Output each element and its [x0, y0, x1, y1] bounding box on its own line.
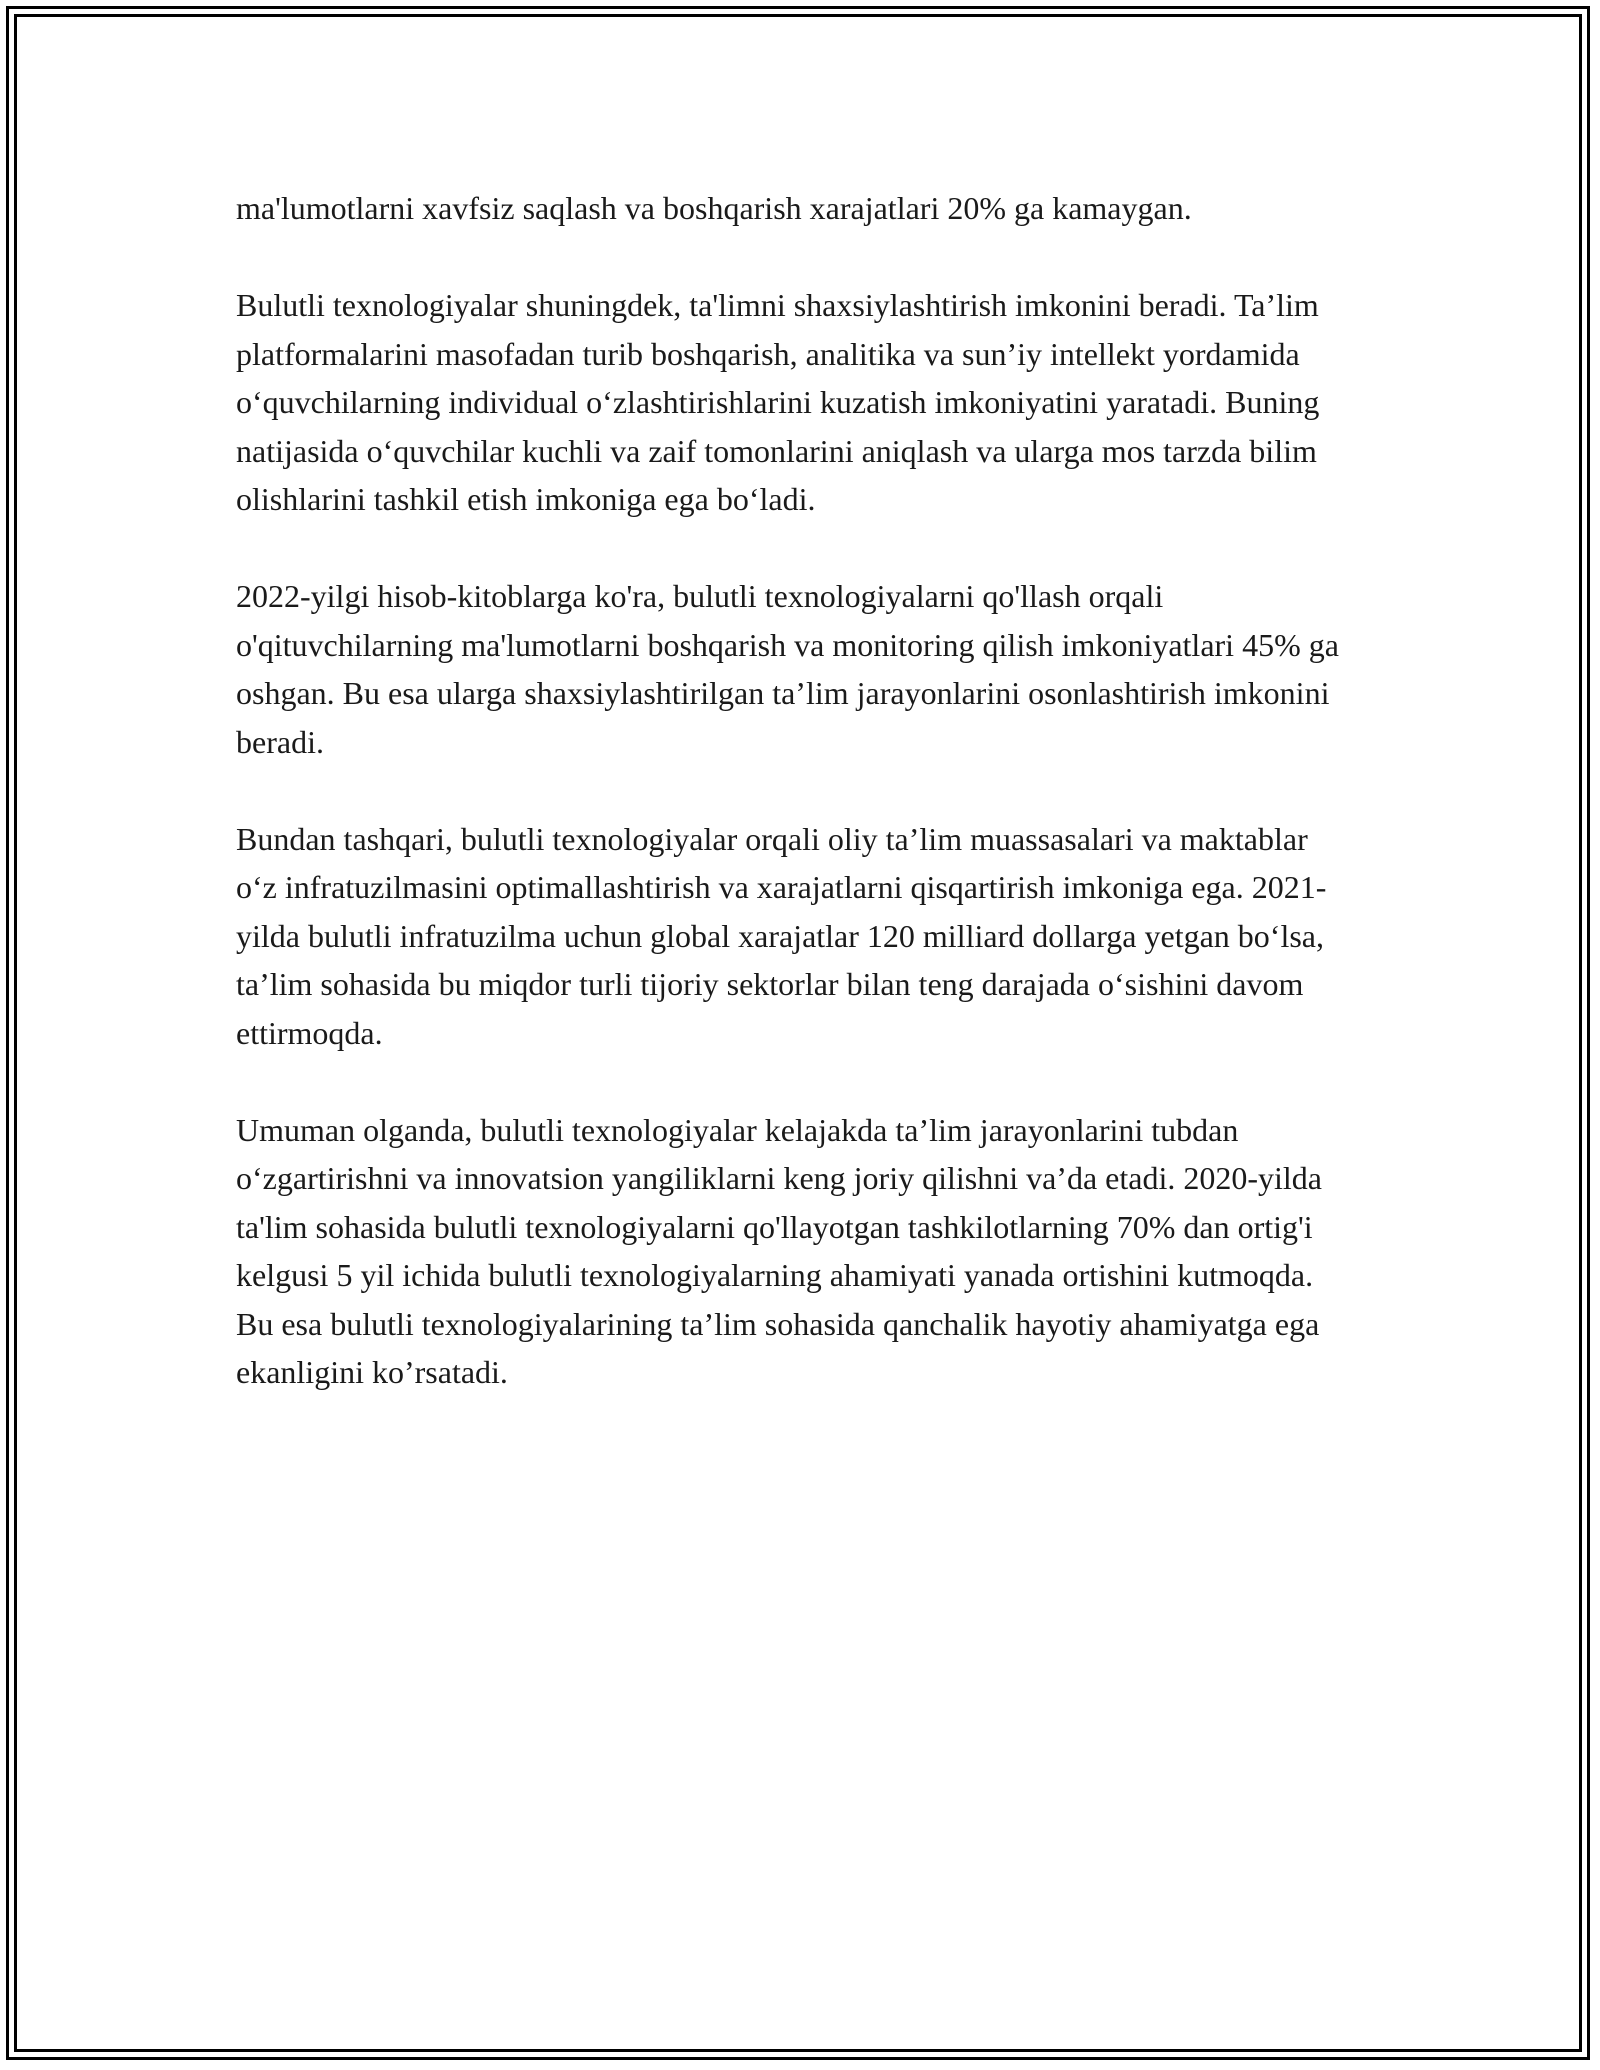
- paragraph-2: Bulutli texnologiyalar shuningdek, ta'limni shaxsiylashtirish imkonini beradi. Ta’lim platformalarini masofadan turib boshqarish, analitika va sun’iy intellekt yordamida o‘quvchilarning individual o‘zlashtirishlarini kuzatish imkoniyatini yaratadi. Buning natijasida o‘quvchilar kuchli va zaif tomonlarini aniqlash va ularga mos tarzda bilim olishlarini tashkil etish imkoniga ega bo‘ladi.: [236, 287, 1320, 517]
- paragraph-3: 2022-yilgi hisob-kitoblarga ko'ra, bulutli texnologiyalarni qo'llash orqali o'qituvchilarning ma'lumotlarni boshqarish va monitoring qilish imkoniyatlari 45% ga oshgan. Bu esa ularga shaxsiylashtirilgan ta’lim jarayonlarini osonlashtirish imkonini beradi.: [236, 578, 1339, 760]
- paragraph-1: ma'lumotlarni xavfsiz saqlash va boshqarish xarajatlari 20% ga kamaygan.: [236, 190, 1192, 226]
- document-body: [236, 184, 1356, 1445]
- paragraph-4: Bundan tashqari, bulutli texnologiyalar orqali oliy ta’lim muassasalari va maktablar o‘z infratuzilmasini optimallashtirish va xarajatlarni qisqartirish imkoniga ega. 2021-yilda bulutli infratuzilma uchun global xarajatlar 120 milliard dollarga yetgan bo‘lsa, ta’lim sohasida bu miqdor turli tijoriy sektorlar bilan teng darajada o‘sishini davom ettirmoqda.: [236, 820, 1327, 1051]
- paragraph-5: Umuman olganda, bulutli texnologiyalar kelajakda ta’lim jarayonlarini tubdan o‘zgartirishni va innovatsion yangiliklarni keng joriy qilishni va’da etadi. 2020-yilda ta'lim sohasida bulutli texnologiyalarni qo'llayotgan tashkilotlarning 70% dan ortig'i kelgusi 5 yil ichida bulutli texnologiyalarning ahamiyati yanada ortishini kutmoqda. Bu esa bulutli texnologiyalarining ta’lim sohasida qanchalik hayotiy ahamiyatga ega ekanligini ko’rsatadi.: [236, 1111, 1322, 1390]
